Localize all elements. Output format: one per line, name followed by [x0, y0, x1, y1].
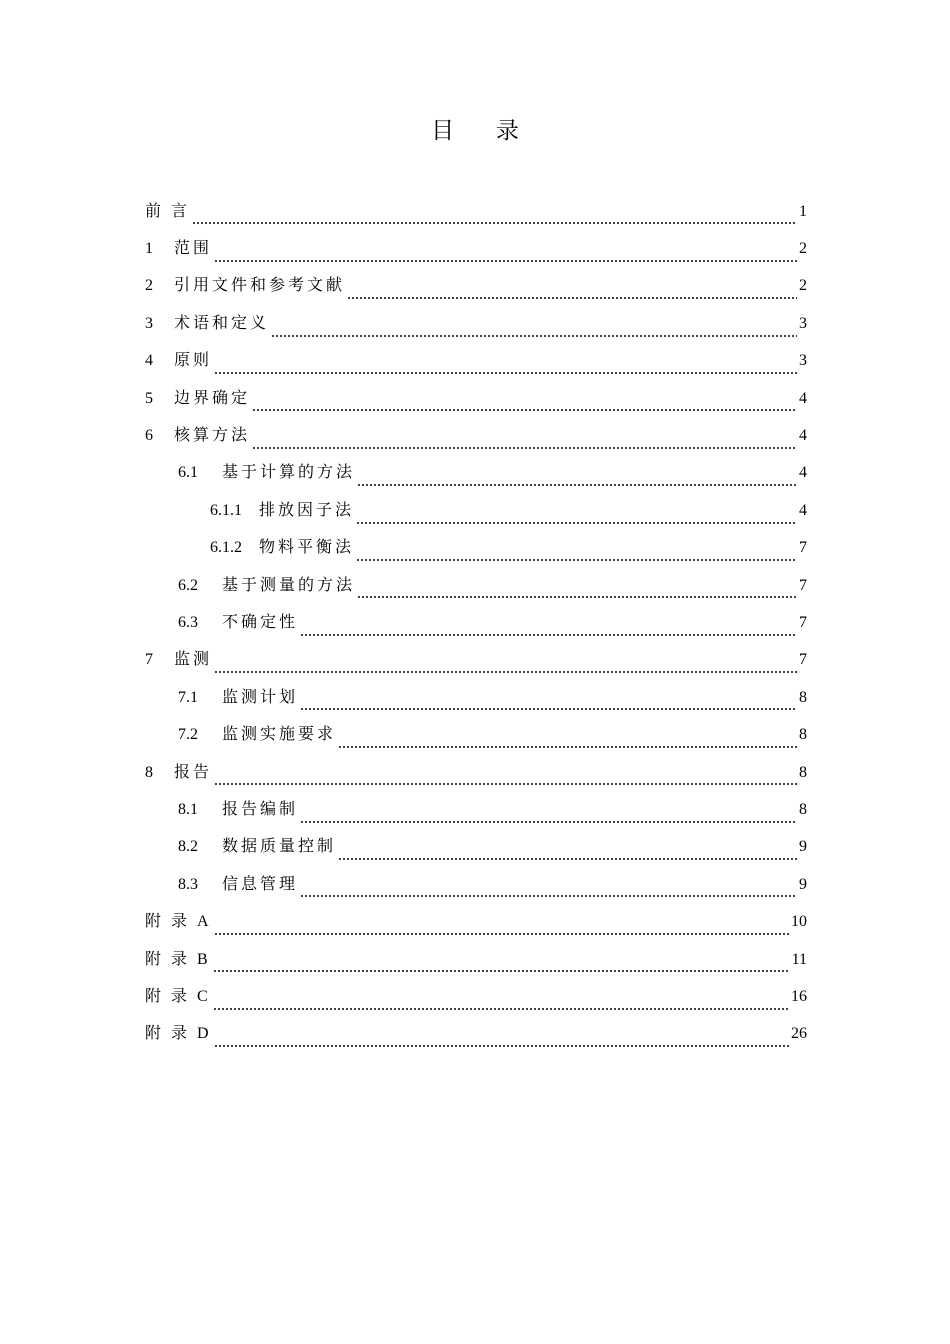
toc-entry-title: 术语和定义	[174, 314, 270, 332]
toc-entry-6-1-1[interactable]	[145, 492, 807, 529]
toc-entry-title: 物料平衡法	[259, 539, 355, 557]
toc-page-number: 7	[799, 539, 807, 557]
dot-leader	[356, 559, 797, 561]
toc-entry-3[interactable]	[145, 305, 807, 342]
toc-entry-title: 报告	[174, 763, 213, 781]
toc-entry-number: 6.3	[178, 613, 198, 631]
toc-entry-number: 7	[145, 651, 153, 669]
dot-leader	[357, 484, 797, 486]
toc-entry-appendix-d[interactable]	[145, 1016, 807, 1053]
toc-entry-number: 1	[145, 240, 153, 258]
toc-entry-2[interactable]	[145, 268, 807, 305]
dot-leader	[347, 297, 797, 299]
toc-entry-6-1-2[interactable]	[145, 530, 807, 567]
dot-leader	[300, 634, 797, 636]
toc-entry-preface[interactable]	[145, 193, 807, 230]
toc-entry-title: 附 录 A	[145, 913, 212, 931]
toc-entry-number: 6.1.2	[210, 539, 242, 557]
toc-page-number: 3	[799, 314, 807, 332]
toc-entry-title: 监测	[174, 651, 213, 669]
toc-entry-5[interactable]	[145, 380, 807, 417]
toc-entry-number: 2	[145, 277, 153, 295]
toc-page-number: 26	[791, 1025, 807, 1043]
toc-page-number: 8	[799, 800, 807, 818]
toc-entry-title: 数据质量控制	[222, 838, 337, 856]
dot-leader	[252, 409, 797, 411]
toc-entry-title: 原则	[174, 352, 213, 370]
toc-page-number: 7	[799, 651, 807, 669]
dot-leader	[214, 933, 789, 935]
toc-entry-number: 7.1	[178, 688, 198, 706]
toc-entry-number: 7.2	[178, 726, 198, 744]
dot-leader	[338, 858, 797, 860]
toc-page-number: 9	[799, 838, 807, 856]
toc-entry-title: 监测实施要求	[222, 726, 337, 744]
toc-page-number: 7	[799, 576, 807, 594]
dot-leader	[357, 596, 797, 598]
toc-entry-title: 监测计划	[222, 688, 299, 706]
toc-entry-number: 8.2	[178, 838, 198, 856]
dot-leader	[300, 821, 797, 823]
toc-entry-6-2[interactable]	[145, 567, 807, 604]
toc-entry-title: 附 录 C	[145, 987, 211, 1005]
toc-entry-number: 3	[145, 314, 153, 332]
toc-entry-title: 前 言	[145, 202, 191, 220]
toc-entry-number: 8	[145, 763, 153, 781]
dot-leader	[214, 671, 797, 673]
toc-page-number: 3	[799, 352, 807, 370]
dot-leader	[214, 783, 797, 785]
toc-entry-7-2[interactable]	[145, 716, 807, 753]
toc-entry-title: 报告编制	[222, 800, 299, 818]
toc-entry-title: 排放因子法	[259, 501, 355, 519]
dot-leader	[300, 708, 797, 710]
toc-page-number: 8	[799, 726, 807, 744]
toc-entry-8-3[interactable]	[145, 866, 807, 903]
toc-entry-6-1[interactable]	[145, 455, 807, 492]
toc-page-number: 4	[799, 501, 807, 519]
toc-entry-title: 核算方法	[174, 427, 251, 445]
toc-entry-title: 基于计算的方法	[222, 464, 356, 482]
toc-entry-number: 4	[145, 352, 153, 370]
toc-entry-appendix-b[interactable]	[145, 941, 807, 978]
toc-entry-title: 范围	[174, 240, 213, 258]
toc-entry-7-1[interactable]	[145, 679, 807, 716]
toc-page-number: 7	[799, 613, 807, 631]
dot-leader	[300, 895, 797, 897]
page-title: 目 录	[431, 118, 537, 143]
toc-entry-title: 边界确定	[174, 389, 251, 407]
toc-entry-number: 6.1	[178, 464, 198, 482]
dot-leader	[338, 746, 797, 748]
toc-entry-number: 6.2	[178, 576, 198, 594]
toc-entry-number: 8.3	[178, 875, 198, 893]
toc-entry-title: 附 录 D	[145, 1025, 212, 1043]
toc-entry-number: 8.1	[178, 800, 198, 818]
toc-entry-6[interactable]	[145, 417, 807, 454]
toc-page-number: 4	[799, 464, 807, 482]
toc-entry-8[interactable]	[145, 754, 807, 791]
dot-leader	[252, 447, 797, 449]
toc-entry-title: 引用文件和参考文献	[174, 277, 346, 295]
toc-page-number: 8	[799, 688, 807, 706]
toc-entry-1[interactable]	[145, 230, 807, 267]
toc-entry-4[interactable]	[145, 343, 807, 380]
toc-entry-7[interactable]	[145, 642, 807, 679]
dot-leader	[271, 335, 797, 337]
toc-page-number: 16	[791, 987, 807, 1005]
toc-page-number: 2	[799, 277, 807, 295]
toc-entry-number: 6.1.1	[210, 501, 242, 519]
dot-leader	[213, 970, 790, 972]
toc-page-number: 4	[799, 389, 807, 407]
toc-entry-number: 6	[145, 427, 153, 445]
toc-page-number: 4	[799, 427, 807, 445]
dot-leader	[356, 522, 797, 524]
toc-entry-6-3[interactable]	[145, 604, 807, 641]
toc-entry-title: 基于测量的方法	[222, 576, 356, 594]
toc-page-number: 8	[799, 763, 807, 781]
table-of-contents	[145, 193, 807, 1053]
toc-entry-title: 信息管理	[222, 875, 299, 893]
toc-entry-8-1[interactable]	[145, 791, 807, 828]
dot-leader	[213, 1008, 789, 1010]
dot-leader	[214, 260, 797, 262]
dot-leader	[214, 372, 797, 374]
dot-leader	[192, 222, 797, 224]
toc-entry-title: 不确定性	[222, 613, 299, 631]
toc-entry-title: 附 录 B	[145, 950, 211, 968]
toc-entry-8-2[interactable]	[145, 829, 807, 866]
toc-page-number: 9	[799, 875, 807, 893]
toc-entry-appendix-c[interactable]	[145, 978, 807, 1015]
dot-leader	[214, 1045, 789, 1047]
toc-page-number: 11	[791, 950, 807, 968]
toc-page-number: 10	[791, 913, 807, 931]
toc-entry-appendix-a[interactable]	[145, 903, 807, 940]
toc-page-number: 1	[799, 202, 807, 220]
toc-page-number: 2	[799, 240, 807, 258]
toc-entry-number: 5	[145, 389, 153, 407]
